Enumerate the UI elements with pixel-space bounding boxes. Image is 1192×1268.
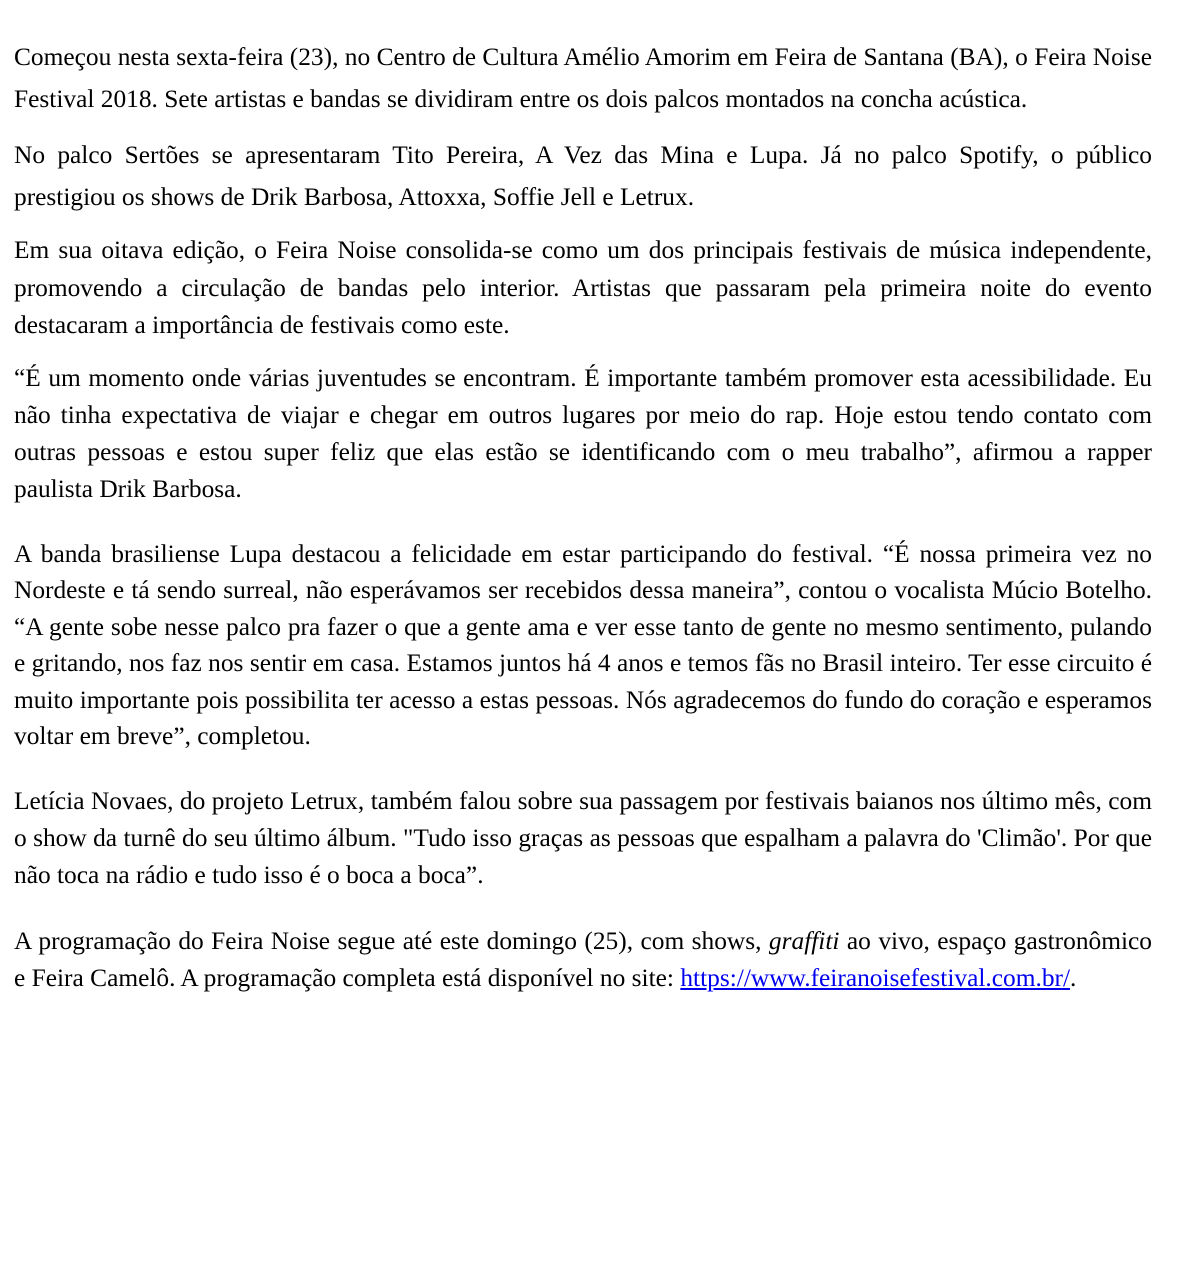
document-body bbox=[14, 36, 1152, 997]
paragraph-stages-lineup: No palco Sertões se apresentaram Tito Pereira, A Vez das Mina e Lupa. Já no palco Spotify, o público prestigiou os shows de Drik Barbosa, Attoxxa, Soffie Jell e Letrux. bbox=[14, 141, 1152, 211]
programming-text-start: A programação do Feira Noise segue até este domingo (25), com shows, bbox=[14, 926, 769, 955]
paragraph-eighth-edition: Em sua oitava edição, o Feira Noise consolida-se como um dos principais festivais de música independente, promovendo a circulação de bandas pelo interior. Artistas que passaram pela primeira noite do evento destacaram a importância de festivais como este. bbox=[14, 236, 1152, 339]
programming-text-middle: ao vivo, espaço gastronômico e Feira Camelô. A programação completa está disponível no site: bbox=[14, 926, 1152, 992]
programming-text-end: . bbox=[1070, 963, 1077, 992]
paragraph-programming bbox=[14, 923, 1152, 997]
paragraph-festival-opening: Começou nesta sexta-feira (23), no Centro de Cultura Amélio Amorim em Feira de Santana (BA), o Feira Noise Festival 2018. Sete artistas e bandas se dividiram entre os dois palcos montados na concha acústica. bbox=[14, 43, 1152, 113]
graffiti-italic-word: graffiti bbox=[768, 926, 840, 955]
paragraph-letrux-quote: Letícia Novaes, do projeto Letrux, também falou sobre sua passagem por festivais baianos nos último mês, com o show da turnê do seu último álbum. "Tudo isso graças as pessoas que espalham a palavra do 'Climão'. Por que não toca na rádio e tudo isso é o boca a boca”. bbox=[14, 786, 1152, 889]
paragraph-drik-barbosa-quote: “É um momento onde várias juventudes se encontram. É importante também promover esta acessibilidade. Eu não tinha expectativa de viajar e chegar em outros lugares por meio do rap. Hoje estou tendo contato com outras pessoas e estou super feliz que elas estão se identificando com o meu trabalho”, afirmou a rapper paulista Drik Barbosa. bbox=[14, 363, 1152, 503]
paragraph-lupa-quote: A banda brasiliense Lupa destacou a felicidade em estar participando do festival. “É nossa primeira vez no Nordeste e tá sendo surreal, não esperávamos ser recebidos dessa maneira”, contou o vocalista Múcio Botelho. “A gente sobe nesse palco pra fazer o que a gente ama e ver esse tanto de gente no mesmo sentimento, pulando e gritando, nos faz nos sentir em casa. Estamos juntos há 4 anos e temos fãs no Brasil inteiro. Ter esse circuito é muito importante pois possibilita ter acesso a estas pessoas. Nós agradecemos do fundo do coração e esperamos voltar em breve”, completou. bbox=[14, 539, 1152, 750]
festival-website-link[interactable]: https://www.feiranoisefestival.com.br/ bbox=[680, 963, 1071, 992]
